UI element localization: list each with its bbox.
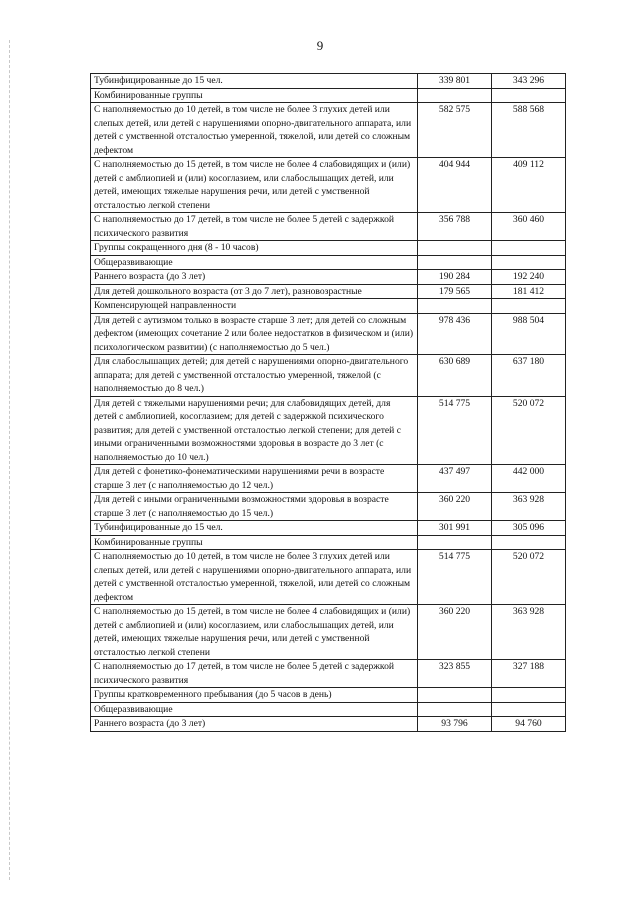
row-value-1-cell (418, 535, 492, 550)
table-row (91, 660, 566, 688)
row-label-cell: Комбинированные группы (91, 88, 418, 103)
table-row (91, 521, 566, 536)
row-label-cell: С наполняемостью до 10 детей, в том числе не более 3 глухих детей или слепых детей, или детей с нарушениями опорно-двигательного аппарата, или детей с умственной отсталостью умеренной, тяжелой, или детей со сложным дефектом (91, 103, 418, 158)
row-label-cell: Для детей с иными ограниченными возможностями здоровья в возрасте старше 3 лет (с наполняемостью до 15 чел.) (91, 493, 418, 521)
row-value-1-cell: 93 796 (418, 717, 492, 732)
row-value-2-cell: 181 412 (492, 284, 566, 299)
row-value-2-cell (492, 241, 566, 256)
table-row (91, 88, 566, 103)
row-value-1-cell: 514 775 (418, 396, 492, 465)
row-value-2-cell: 588 568 (492, 103, 566, 158)
row-label-cell: Раннего возраста (до 3 лет) (91, 270, 418, 285)
row-label-cell: Тубинфицированные до 15 чел. (91, 74, 418, 89)
row-label-cell: Для слабослышащих детей; для детей с нарушениями опорно-двигательного аппарата; для детей с умственной отсталостью умеренной, тяжелой (с наполняемостью до 8 чел.) (91, 355, 418, 397)
table-row (91, 717, 566, 732)
page-number: 9 (316, 38, 324, 53)
table-row (91, 396, 566, 465)
row-value-2-cell: 305 096 (492, 521, 566, 536)
row-value-2-cell (492, 88, 566, 103)
table-row (91, 465, 566, 493)
row-value-1-cell: 404 944 (418, 158, 492, 213)
row-value-1-cell: 582 575 (418, 103, 492, 158)
row-value-1-cell: 323 855 (418, 660, 492, 688)
row-value-1-cell (418, 702, 492, 717)
table-row (91, 535, 566, 550)
row-value-2-cell: 343 296 (492, 74, 566, 89)
table-row (91, 241, 566, 256)
table-row (91, 270, 566, 285)
row-value-1-cell (418, 688, 492, 703)
row-value-1-cell: 630 689 (418, 355, 492, 397)
row-value-2-cell: 363 928 (492, 605, 566, 660)
scan-margin-line (9, 40, 10, 880)
row-value-2-cell: 442 000 (492, 465, 566, 493)
row-label-cell: С наполняемостью до 15 детей, в том числе не более 4 слабовидящих и (или) детей с амблиопией и (или) косоглазием, или слабослышащих детей, или детей, имеющих тяжелые нарушения речи, или детей с умственной отсталостью легкой степени (91, 158, 418, 213)
table-row (91, 605, 566, 660)
row-value-1-cell: 179 565 (418, 284, 492, 299)
row-label-cell: Для детей с тяжелыми нарушениями речи; для слабовидящих детей, для детей с амблиопией, косоглазием; для детей с задержкой психического развития; для детей с умственной отсталостью легкой степени; для детей с иными ограниченными возможностями здоровья в возрасте до 3 лет (с наполняемостью до 10 чел.) (91, 396, 418, 465)
row-value-2-cell: 192 240 (492, 270, 566, 285)
row-label-cell: С наполняемостью до 17 детей, в том числе не более 5 детей с задержкой психического развития (91, 660, 418, 688)
row-label-cell: С наполняемостью до 17 детей, в том числе не более 5 детей с задержкой психического развития (91, 213, 418, 241)
row-value-1-cell (418, 255, 492, 270)
row-value-1-cell: 301 991 (418, 521, 492, 536)
table-row (91, 355, 566, 397)
row-value-1-cell: 339 801 (418, 74, 492, 89)
row-label-cell: Общеразвивающие (91, 702, 418, 717)
row-value-1-cell: 360 220 (418, 493, 492, 521)
table-row (91, 299, 566, 314)
row-value-1-cell: 514 775 (418, 550, 492, 605)
row-label-cell: С наполняемостью до 10 детей, в том числе не более 3 глухих детей или слепых детей, или детей с нарушениями опорно-двигательного аппарата, или детей с умственной отсталостью умеренной, тяжелой, или детей со сложным дефектом (91, 550, 418, 605)
row-label-cell: Для детей дошкольного возраста (от 3 до 7 лет), разновозрастные (91, 284, 418, 299)
row-value-2-cell: 409 112 (492, 158, 566, 213)
row-value-2-cell: 327 188 (492, 660, 566, 688)
row-value-2-cell: 520 072 (492, 396, 566, 465)
row-label-cell: Общеразвивающие (91, 255, 418, 270)
row-value-1-cell (418, 299, 492, 314)
row-label-cell: Компенсирующей направленности (91, 299, 418, 314)
table-row (91, 688, 566, 703)
row-value-2-cell (492, 299, 566, 314)
row-label-cell: Для детей с фонетико-фонематическими нарушениями речи в возрасте старше 3 лет (с наполняемостью до 12 чел.) (91, 465, 418, 493)
row-value-1-cell: 360 220 (418, 605, 492, 660)
tariff-table-body (91, 74, 566, 732)
table-row (91, 702, 566, 717)
row-value-1-cell: 356 788 (418, 213, 492, 241)
table-row (91, 284, 566, 299)
row-value-1-cell: 190 284 (418, 270, 492, 285)
row-value-1-cell (418, 241, 492, 256)
row-value-2-cell (492, 535, 566, 550)
table-row (91, 550, 566, 605)
tariff-table (90, 73, 566, 732)
row-value-2-cell: 988 504 (492, 313, 566, 355)
row-value-1-cell: 978 436 (418, 313, 492, 355)
table-row (91, 74, 566, 89)
table-row (91, 213, 566, 241)
row-value-2-cell (492, 702, 566, 717)
row-label-cell: Группы сокращенного дня (8 - 10 часов) (91, 241, 418, 256)
row-label-cell: Тубинфицированные до 15 чел. (91, 521, 418, 536)
row-label-cell: Комбинированные группы (91, 535, 418, 550)
row-value-2-cell: 94 760 (492, 717, 566, 732)
table-row (91, 313, 566, 355)
row-value-2-cell (492, 255, 566, 270)
row-label-cell: С наполняемостью до 15 детей, в том числе не более 4 слабовидящих и (или) детей с амблиопией и (или) косоглазием, или слабослышащих детей, или детей, имеющих тяжелые нарушения речи, или детей с умственной отсталостью легкой степени (91, 605, 418, 660)
row-value-1-cell (418, 88, 492, 103)
table-row (91, 493, 566, 521)
table-row (91, 158, 566, 213)
row-value-2-cell: 637 180 (492, 355, 566, 397)
row-value-2-cell: 363 928 (492, 493, 566, 521)
table-row (91, 103, 566, 158)
row-value-2-cell: 360 460 (492, 213, 566, 241)
row-value-2-cell: 520 072 (492, 550, 566, 605)
row-value-2-cell (492, 688, 566, 703)
row-value-1-cell: 437 497 (418, 465, 492, 493)
row-label-cell: Раннего возраста (до 3 лет) (91, 717, 418, 732)
row-label-cell: Для детей с аутизмом только в возрасте старше 3 лет; для детей со сложным дефектом (имеющих сочетание 2 или более недостатков в физическом и (или) психологическом развитии) (с наполняемостью до 5 чел.) (91, 313, 418, 355)
table-row (91, 255, 566, 270)
row-label-cell: Группы кратковременного пребывания (до 5 часов в день) (91, 688, 418, 703)
